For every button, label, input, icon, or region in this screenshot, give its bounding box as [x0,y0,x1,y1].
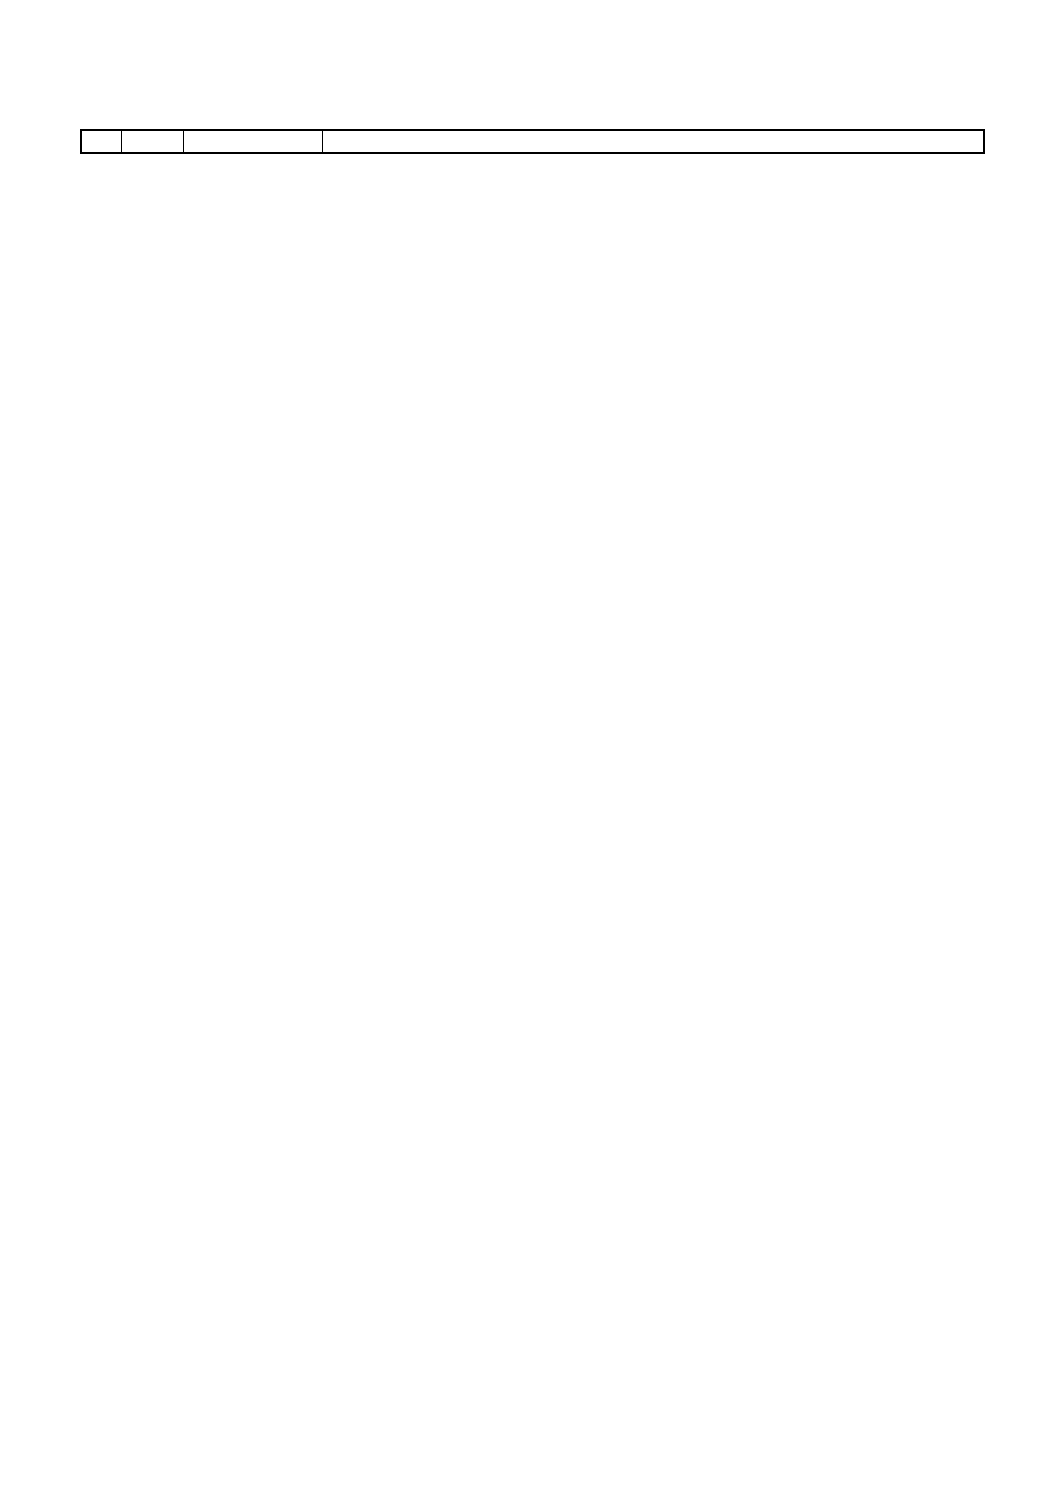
header-cell [121,130,183,153]
header-cell [183,130,322,153]
ranking-table [80,129,985,154]
header-cell [81,130,121,153]
average-footer [0,1442,1058,1462]
